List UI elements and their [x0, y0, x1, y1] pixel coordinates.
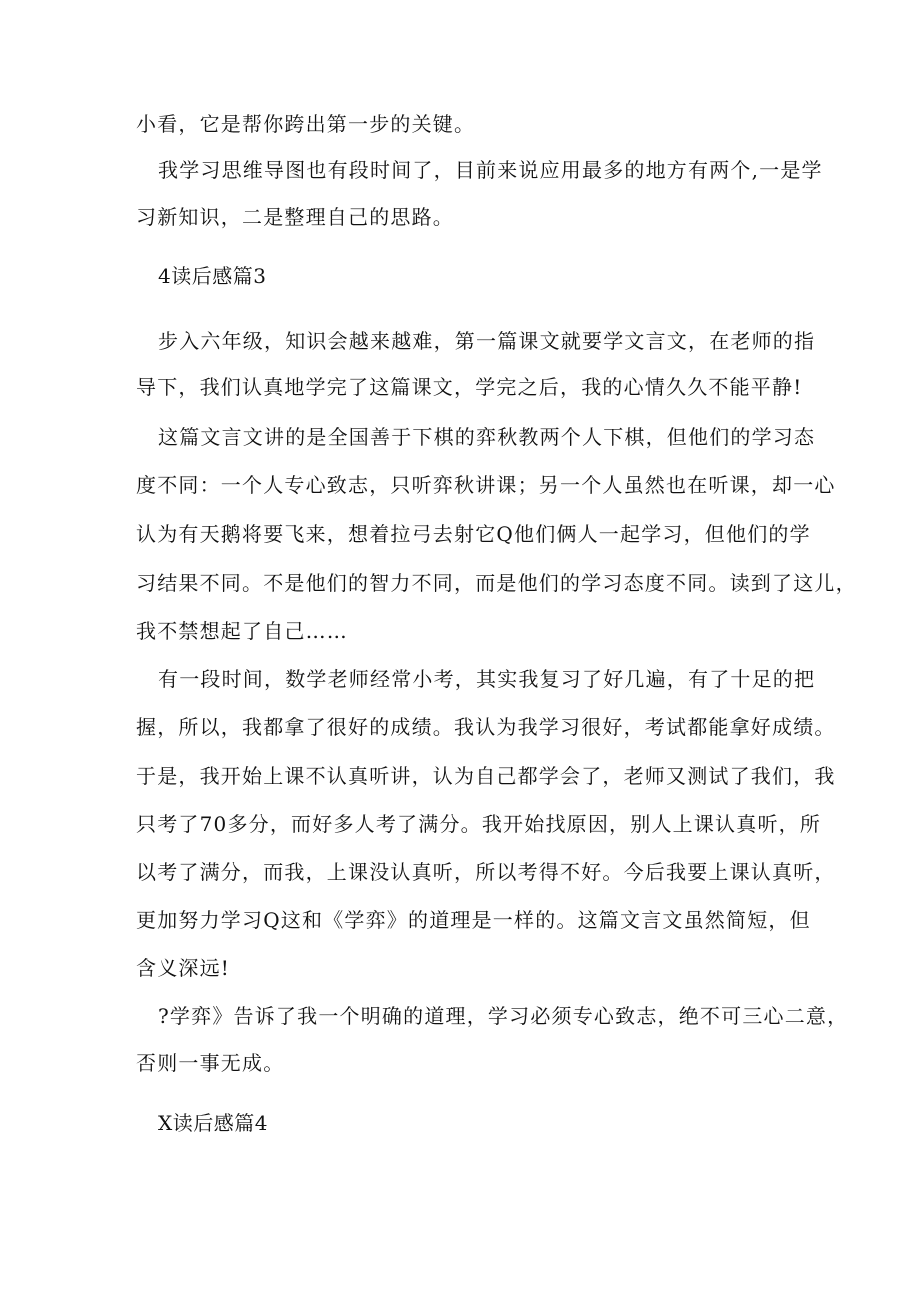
text-line: 小看，它是帮你跨出第一步的关键。 [136, 112, 476, 136]
paragraph-start-line: 有一段时间，数学老师经常小考，其实我复习了好几遍，有了十足的把 [158, 667, 816, 691]
paragraph-start-line: 步入六年级，知识会越来越难，第一篇课文就要学文言文，在老师的指 [158, 329, 816, 353]
paragraph-start-line: ?学弈》告诉了我一个明确的道理，学习必须专心致志，绝不可三心二意， [158, 1004, 849, 1028]
text-line: 含义深远! [136, 956, 231, 980]
text-line: 我不禁想起了自己…… [136, 619, 348, 643]
text-line: 认为有天鹅将要飞来，想着拉弓去射它Q他们俩人一起学习，但他们的学 [136, 522, 811, 546]
text-line: 握，所以，我都拿了很好的成绩。我认为我学习很好，考试都能拿好成绩。 [136, 715, 836, 739]
paragraph-start-line: 我学习思维导图也有段时间了，目前来说应用最多的地方有两个,一是学 [158, 158, 823, 182]
text-line: 以考了满分，而我，上课没认真听，所以考得不好。今后我要上课认真听， [136, 860, 836, 884]
text-line: 于是，我开始上课不认真听讲，认为自己都学会了，老师又测试了我们，我 [136, 764, 836, 788]
text-line: 否则一事无成。 [136, 1051, 285, 1075]
text-line: 导下，我们认真地学完了这篇课文，学完之后，我的心情久久不能平静! [136, 375, 803, 399]
text-line: 习结果不同。不是他们的智力不同，而是他们的学习态度不同。读到了这儿， [136, 571, 857, 595]
text-line: 度不同：一个人专心致志，只听弈秋讲课；另一个人虽然也在听课，却一心 [136, 473, 836, 497]
section-heading-4: X读后感篇4 [158, 1111, 268, 1135]
section-heading-3: 4读后感篇3 [158, 264, 267, 288]
paragraph-start-line: 这篇文言文讲的是全国善于下棋的弈秋教两个人下棋，但他们的学习态 [158, 425, 816, 449]
text-line: 习新知识，二是整理自己的思路。 [136, 205, 454, 229]
text-line: 更加努力学习Q这和《学弈》的道理是一样的。这篇文言文虽然简短，但 [136, 908, 811, 932]
text-line: 只考了70多分，而好多人考了满分。我开始找原因，别人上课认真听，所 [136, 812, 822, 836]
